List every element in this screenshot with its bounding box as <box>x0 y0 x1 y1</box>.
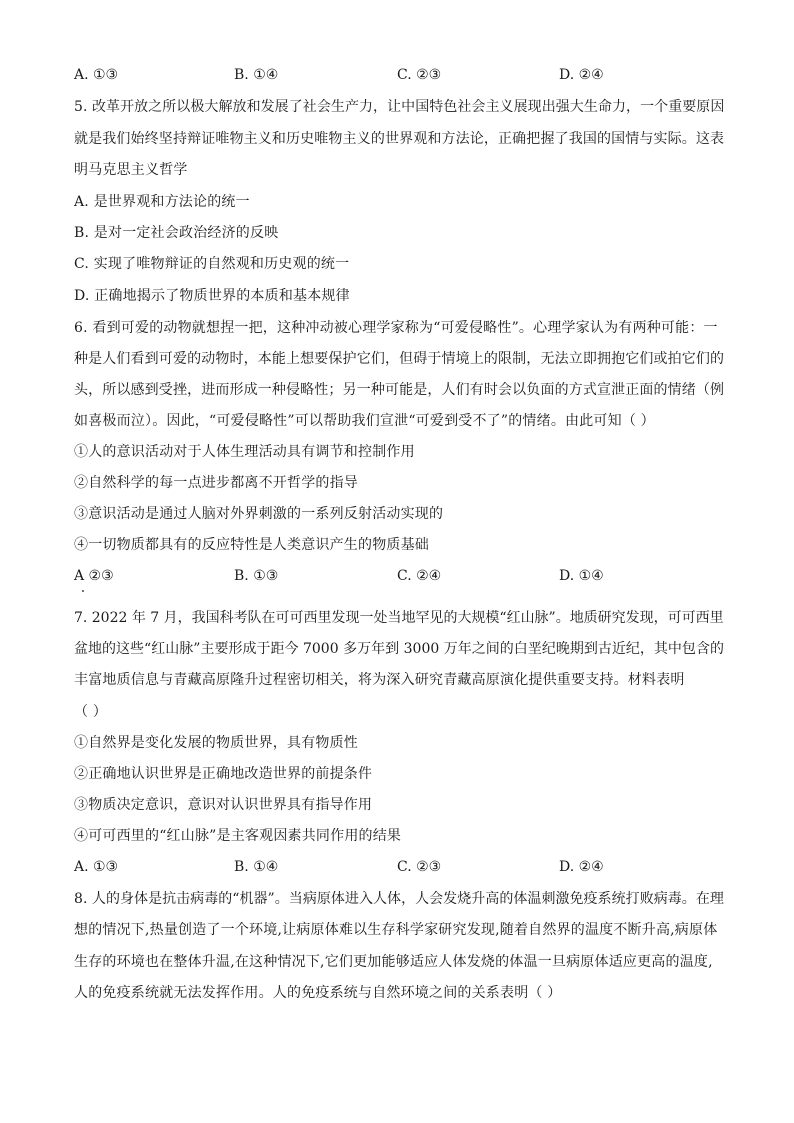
q6-stem-line-4: 如喜极而泣）。因此，“可爱侵略性”可以帮助我们宣泄“可爱到受不了”的情绪。由此可知（ ） <box>74 413 655 429</box>
q5-stem-line-1: 5. 改革开放之所以极大解放和发展了社会生产力，让中国特色社会主义展现出强大生命力，一个重要原因 <box>74 99 725 115</box>
q8-stem-line-4: 人的免疫系统就无法发挥作用。人的免疫系统与自然环境之间的关系表明（ ） <box>74 985 562 1001</box>
q6-stem-line-3: 头，所以感到受挫，进而形成一种侵略性；另一种可能是，人们有时会以负面的方式宣泄正面的情绪（例 <box>74 382 725 398</box>
q7-statement-1: ①自然界是变化发展的物质世界，具有物质性 <box>74 735 358 751</box>
q7-option-c: C. ②③ <box>397 859 442 875</box>
q6-option-c: C. ②④ <box>397 568 442 584</box>
q6-statement-1: ①人的意识活动对于人体生理活动具有调节和控制作用 <box>74 444 415 460</box>
q5-choice-d: D. 正确地揭示了物质世界的本质和基本规律 <box>74 288 350 304</box>
q6-option-d: D. ①④ <box>559 568 604 584</box>
q7-stem-line-2: 盆地的这些“红山脉”主要形成于距今 7000 多万年到 3000 万年之间的白垩纪晚期到古近纪，其中包含的 <box>74 641 724 657</box>
q7-stem-line-3: 丰富地质信息与青藏高原隆升过程密切相关，将为深入研究青藏高原演化提供重要支持。材料表明 <box>74 672 685 688</box>
q7-option-b: B. ①④ <box>234 859 279 875</box>
q4-option-b: B. ①④ <box>234 67 279 83</box>
q6-stem-line-2: 种是人们看到可爱的动物时，本能上想要保护它们，但碍于情境上的限制，无法立即拥抱它们或拍它们的 <box>74 351 725 367</box>
q7-option-a: A. ①③ <box>74 859 119 875</box>
q4-option-c: C. ②③ <box>397 67 442 83</box>
q8-stem-line-3: 生存的环境也在整体升温,在这种情况下,它们更加能够适应人体发烧的体温一旦病原体适应更高的温度, <box>74 954 713 970</box>
q6-option-b: B. ①③ <box>234 568 279 584</box>
q7-stem-line-1: 7. 2022 年 7 月，我国科考队在可可西里发现一处当地罕见的大规模“红山脉”。地质研究发现，可可西里 <box>74 610 724 626</box>
q5-choice-a: A. 是世界观和方法论的统一 <box>74 194 250 210</box>
q4-option-a: A. ①③ <box>74 67 119 83</box>
q5-choice-b: B. 是对一定社会政治经济的反映 <box>74 225 279 241</box>
q4-options <box>74 65 724 85</box>
q6-statement-2: ②自然科学的每一点进步都离不开哲学的指导 <box>74 475 358 491</box>
q7-options <box>74 857 724 877</box>
stray-dot-mark <box>82 590 84 592</box>
q5-stem-line-2: 就是我们始终坚持辩证唯物主义和历史唯物主义的世界观和方法论，正确把握了我国的国情与实际。这表 <box>74 131 725 147</box>
q8-stem-line-1: 8. 人的身体是抗击病毒的“机器”。当病原体进入人体，人会发烧升高的体温刺激免疫系统打败病毒。在理 <box>74 891 724 907</box>
q7-statement-3: ③物质决定意识，意识对认识世界具有指导作用 <box>74 797 373 813</box>
q7-statement-4: ④可可西里的“红山脉”是主客观因素共同作用的结果 <box>74 828 402 844</box>
q6-statement-4: ④一切物质都具有的反应特性是人类意识产生的物质基础 <box>74 537 429 553</box>
q7-stem-line-4: （ ） <box>74 704 108 720</box>
q6-options <box>74 566 724 586</box>
q6-stem-line-1: 6. 看到可爱的动物就想捏一把，这种冲动被心理学家称为“可爱侵略性”。心理学家认为有两种可能：一 <box>74 320 718 336</box>
q6-option-a: A ②③ <box>74 568 114 584</box>
q8-stem-line-2: 想的情况下,热量创造了一个环境,让病原体难以生存科学家研究发现,随着自然界的温度不断升高,病原体 <box>74 922 718 938</box>
q7-statement-2: ②正确地认识世界是正确地改造世界的前提条件 <box>74 766 373 782</box>
q6-statement-3: ③意识活动是通过人脑对外界刺激的一系列反射活动实现的 <box>74 506 444 522</box>
q5-stem-line-3: 明马克思主义哲学 <box>74 162 188 178</box>
q4-option-d: D. ②④ <box>559 67 604 83</box>
q5-choice-c: C. 实现了唯物辩证的自然观和历史观的统一 <box>74 256 350 272</box>
q7-option-d: D. ②④ <box>559 859 604 875</box>
